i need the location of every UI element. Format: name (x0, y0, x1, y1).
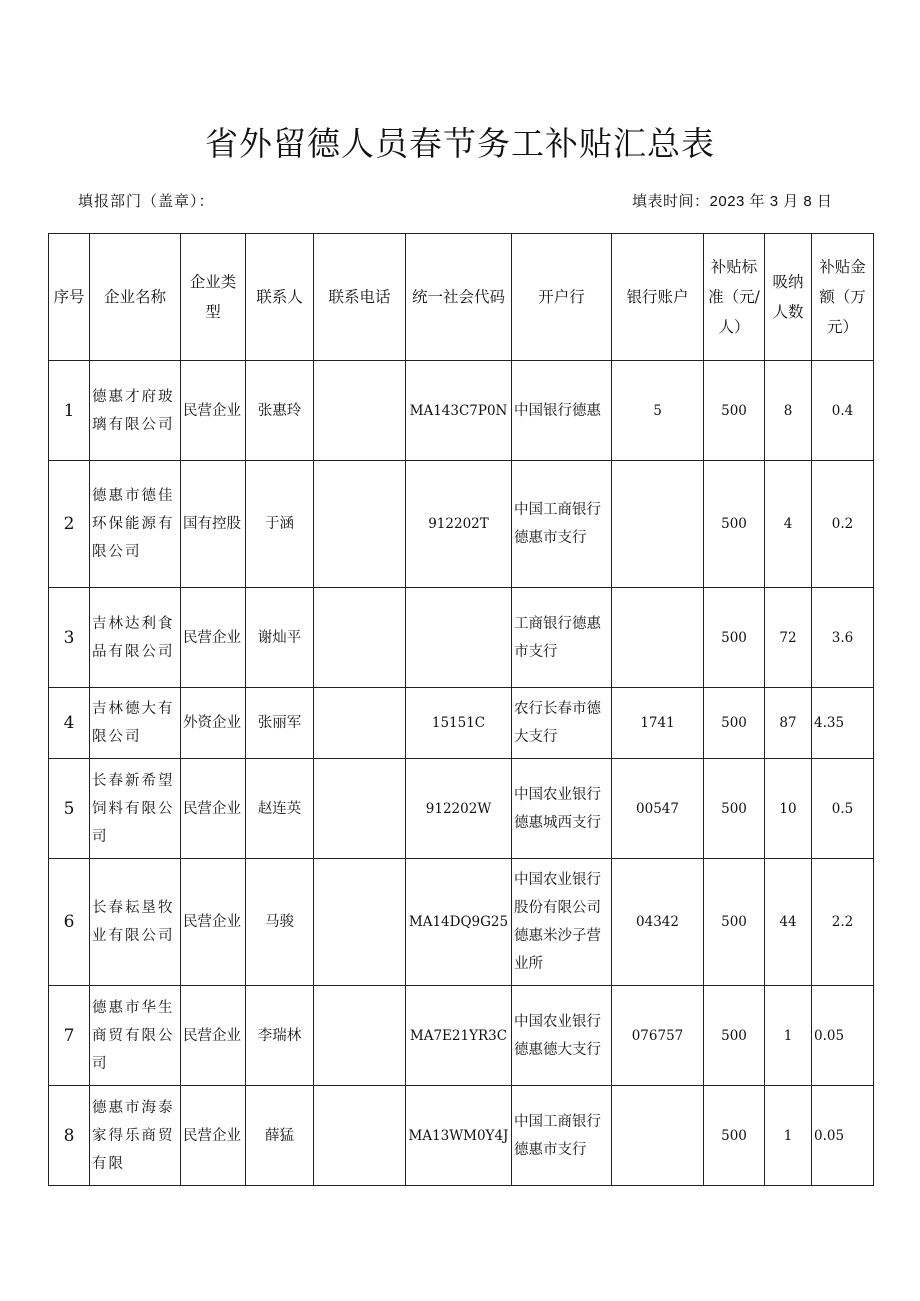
cell-account: 04342 (612, 859, 704, 986)
filler-department-label: 填报部门（盖章）： (78, 192, 215, 210)
cell-credit-code: 912202W (406, 759, 512, 859)
cell-account: 00547 (612, 759, 704, 859)
header-index: 序号 (49, 234, 90, 361)
cell-amount: 2.2 (812, 859, 874, 986)
cell-standard: 500 (704, 859, 765, 986)
header-contact: 联系人 (246, 234, 314, 361)
cell-company-name: 德惠市德佳环保能源有限公司 (90, 461, 181, 588)
cell-contact: 张丽军 (246, 688, 314, 759)
cell-contact: 谢灿平 (246, 588, 314, 688)
table-header-row (49, 234, 874, 361)
table-row (49, 361, 874, 461)
header-credit-code: 统一社会代码 (406, 234, 512, 361)
cell-index: 5 (49, 759, 90, 859)
cell-phone (314, 461, 406, 588)
cell-bank: 中国农业银行德惠德大支行 (512, 986, 612, 1086)
cell-phone (314, 1086, 406, 1186)
cell-phone (314, 759, 406, 859)
cell-credit-code: MA13WM0Y4J (406, 1086, 512, 1186)
cell-bank: 中国工商银行德惠市支行 (512, 461, 612, 588)
cell-company-name: 德惠才府玻璃有限公司 (90, 361, 181, 461)
cell-phone (314, 986, 406, 1086)
table-row (49, 1086, 874, 1186)
cell-company-name: 长春新希望饲料有限公司 (90, 759, 181, 859)
cell-amount: 3.6 (812, 588, 874, 688)
cell-bank: 中国银行德惠 (512, 361, 612, 461)
cell-bank: 中国农业银行德惠城西支行 (512, 759, 612, 859)
cell-company-name: 德惠市海泰家得乐商贸有限 (90, 1086, 181, 1186)
cell-amount: 0.2 (812, 461, 874, 588)
cell-index: 7 (49, 986, 90, 1086)
cell-headcount: 72 (765, 588, 812, 688)
cell-contact: 赵连英 (246, 759, 314, 859)
cell-company-name: 德惠市华生商贸有限公司 (90, 986, 181, 1086)
cell-account (612, 1086, 704, 1186)
fill-time-value: 2023 年 3 月 8 日 (709, 193, 833, 210)
cell-standard: 500 (704, 461, 765, 588)
header-phone: 联系电话 (314, 234, 406, 361)
header-headcount: 吸纳人数 (765, 234, 812, 361)
header-company-name: 企业名称 (90, 234, 181, 361)
cell-index: 3 (49, 588, 90, 688)
cell-phone (314, 859, 406, 986)
cell-headcount: 1 (765, 986, 812, 1086)
cell-standard: 500 (704, 986, 765, 1086)
page-title: 省外留德人员春节务工补贴汇总表 (205, 124, 715, 163)
fill-time-label: 填表时间： (632, 192, 710, 210)
cell-contact: 张惠玲 (246, 361, 314, 461)
table-row (49, 461, 874, 588)
header-account: 银行账户 (612, 234, 704, 361)
table-row (49, 986, 874, 1086)
cell-account (612, 461, 704, 588)
cell-credit-code: MA14DQ9G25 (406, 859, 512, 986)
cell-headcount: 87 (765, 688, 812, 759)
cell-company-type: 民营企业 (181, 986, 246, 1086)
cell-company-type: 民营企业 (181, 759, 246, 859)
cell-amount: 0.05 (812, 1086, 874, 1186)
cell-bank: 中国农业银行股份有限公司德惠米沙子营业所 (512, 859, 612, 986)
cell-account: 076757 (612, 986, 704, 1086)
cell-credit-code: 15151C (406, 688, 512, 759)
cell-contact: 李瑞林 (246, 986, 314, 1086)
cell-company-type: 民营企业 (181, 1086, 246, 1186)
cell-contact: 薛猛 (246, 1086, 314, 1186)
cell-company-name: 长春耘垦牧业有限公司 (90, 859, 181, 986)
cell-company-name: 吉林德大有限公司 (90, 688, 181, 759)
cell-account: 1741 (612, 688, 704, 759)
table-row (49, 759, 874, 859)
cell-credit-code (406, 588, 512, 688)
cell-headcount: 10 (765, 759, 812, 859)
cell-account (612, 588, 704, 688)
cell-index: 8 (49, 1086, 90, 1186)
cell-contact: 于涵 (246, 461, 314, 588)
cell-index: 6 (49, 859, 90, 986)
cell-bank: 中国工商银行德惠市支行 (512, 1086, 612, 1186)
cell-index: 2 (49, 461, 90, 588)
cell-credit-code: MA7E21YR3C (406, 986, 512, 1086)
cell-headcount: 1 (765, 1086, 812, 1186)
cell-standard: 500 (704, 361, 765, 461)
cell-standard: 500 (704, 759, 765, 859)
cell-standard: 500 (704, 1086, 765, 1186)
cell-amount: 0.4 (812, 361, 874, 461)
cell-amount: 0.05 (812, 986, 874, 1086)
header-bank: 开户行 (512, 234, 612, 361)
header-company-type: 企业类型 (181, 234, 246, 361)
cell-company-type: 民营企业 (181, 859, 246, 986)
cell-company-type: 民营企业 (181, 588, 246, 688)
header-amount: 补贴金额（万元） (812, 234, 874, 361)
cell-standard: 500 (704, 688, 765, 759)
cell-bank: 工商银行德惠市支行 (512, 588, 612, 688)
cell-standard: 500 (704, 588, 765, 688)
cell-company-type: 民营企业 (181, 361, 246, 461)
cell-bank: 农行长春市德大支行 (512, 688, 612, 759)
cell-index: 4 (49, 688, 90, 759)
cell-amount: 4.35 (812, 688, 874, 759)
cell-phone (314, 361, 406, 461)
cell-company-type: 国有控股 (181, 461, 246, 588)
cell-index: 1 (49, 361, 90, 461)
cell-phone (314, 588, 406, 688)
table-body (49, 361, 874, 1186)
cell-contact: 马骏 (246, 859, 314, 986)
cell-credit-code: 912202T (406, 461, 512, 588)
cell-headcount: 44 (765, 859, 812, 986)
cell-amount: 0.5 (812, 759, 874, 859)
fill-time (632, 190, 832, 211)
table-row (49, 688, 874, 759)
cell-account: 5 (612, 361, 704, 461)
cell-headcount: 4 (765, 461, 812, 588)
cell-credit-code: MA143C7P0N (406, 361, 512, 461)
table-row (49, 588, 874, 688)
header-standard: 补贴标准（元/人） (704, 234, 765, 361)
subsidy-summary-table (48, 233, 874, 1186)
cell-company-type: 外资企业 (181, 688, 246, 759)
cell-phone (314, 688, 406, 759)
cell-headcount: 8 (765, 361, 812, 461)
cell-company-name: 吉林达利食品有限公司 (90, 588, 181, 688)
table-row (49, 859, 874, 986)
